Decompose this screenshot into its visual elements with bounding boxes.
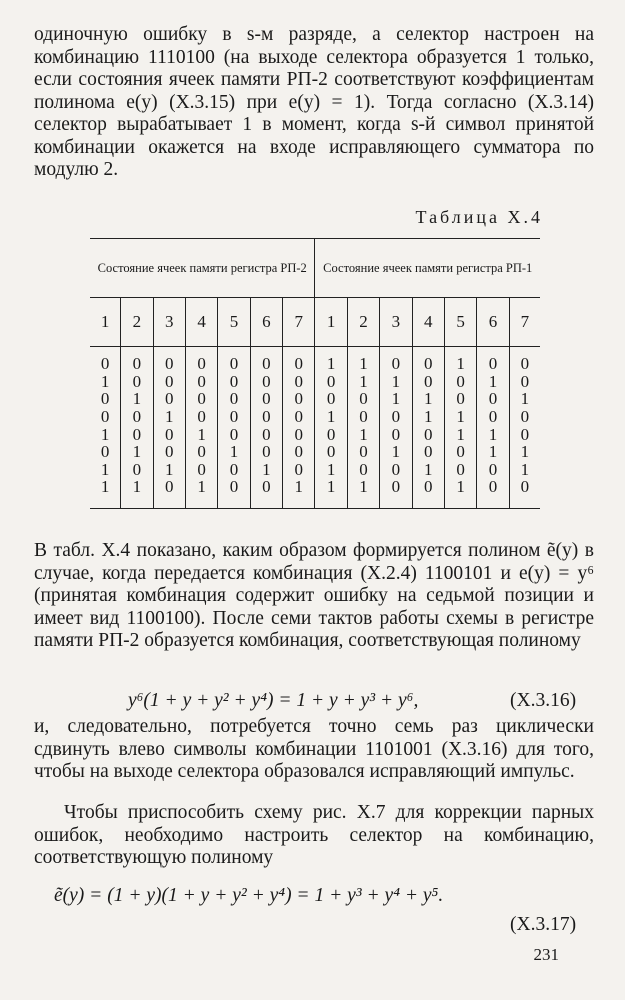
table-row — [90, 478, 540, 508]
table-cell: 1 — [412, 408, 444, 426]
table-cell: 0 — [121, 347, 153, 373]
col-rp1-1: 1 — [315, 298, 347, 347]
table-cell: 0 — [444, 373, 476, 391]
table-cell: 0 — [218, 408, 250, 426]
table-cell: 1 — [315, 461, 347, 479]
table-cell: 0 — [185, 408, 217, 426]
table-cell: 1 — [121, 443, 153, 461]
table-cell: 0 — [218, 390, 250, 408]
table-row — [90, 461, 540, 479]
table-cell: 0 — [444, 443, 476, 461]
table-cell: 0 — [153, 390, 185, 408]
table-cell: 0 — [185, 347, 217, 373]
table-cell: 0 — [509, 347, 540, 373]
table-cell: 0 — [412, 347, 444, 373]
table-cell: 0 — [380, 461, 412, 479]
table-cell: 0 — [315, 373, 347, 391]
table-cell: 0 — [250, 390, 282, 408]
table-cell: 0 — [153, 478, 185, 508]
table-cell: 1 — [444, 347, 476, 373]
table-cell: 1 — [412, 461, 444, 479]
col-rp2-7: 7 — [283, 298, 315, 347]
table-cell: 1 — [315, 478, 347, 508]
table-cell: 1 — [153, 408, 185, 426]
col-rp1-3: 3 — [380, 298, 412, 347]
table-cell: 1 — [444, 425, 476, 443]
col-rp1-4: 4 — [412, 298, 444, 347]
table-cell: 1 — [347, 373, 379, 391]
table-cell: 1 — [444, 478, 476, 508]
col-rp1-2: 2 — [347, 298, 379, 347]
table-cell: 0 — [153, 443, 185, 461]
table-cell: 0 — [218, 373, 250, 391]
page-number: 231 — [533, 945, 559, 964]
table-cell: 0 — [315, 425, 347, 443]
table-cell: 0 — [153, 347, 185, 373]
table-cell: 0 — [153, 425, 185, 443]
table-cell: 0 — [100, 354, 110, 374]
table-cell: 1 — [153, 461, 185, 479]
table-cell: 0 — [477, 408, 509, 426]
table-header-rp2: Состояние ячеек памяти регистра РП-2 — [90, 239, 315, 298]
table-cell: 0 — [315, 443, 347, 461]
table-cell: 0 — [509, 478, 540, 508]
table-cell: 0 — [250, 478, 282, 508]
table-cell: 1 — [100, 459, 110, 479]
table-cell: 1 — [185, 478, 217, 508]
table-cell: 1 — [477, 425, 509, 443]
table-cell: 0 — [283, 408, 315, 426]
table-cell: 1 — [218, 443, 250, 461]
equation-number-x-3-16: (X.3.16) — [510, 690, 577, 711]
table-cell: 0 — [185, 461, 217, 479]
col-rp2-4: 4 — [185, 298, 217, 347]
table-cell: 0 — [347, 443, 379, 461]
table-cell: 1 — [185, 425, 217, 443]
table-cell: 0 — [121, 408, 153, 426]
table-cell: 0 — [100, 407, 110, 427]
col-rp2-3: 3 — [153, 298, 185, 347]
table-cell: 0 — [218, 425, 250, 443]
table-cell: 0 — [444, 461, 476, 479]
table-row — [90, 390, 540, 408]
table-cell: 0 — [509, 408, 540, 426]
table-cell: 0 — [347, 408, 379, 426]
table-row — [90, 443, 540, 461]
table-cell: 0 — [100, 442, 110, 462]
table-cell: 0 — [380, 347, 412, 373]
table-cell: 0 — [250, 425, 282, 443]
table-cell: 0 — [283, 373, 315, 391]
table-cell: 1 — [315, 408, 347, 426]
paragraph-1: одиночную ошибку в s-м разряде, а селектор настроен на комбинацию 1110100 (на выходе селектора образуется 1 только, если состояния ячеек памяти РП-2 соответствуют коэффициентам полинома e(y) (X.3.15) при e(y) = 1). Тогда согласно (X.3.14) селектор вырабатывает 1 в момент, когда s-й символ принятой комбинации окажется на входе исправляющего сумматора по модулю 2. — [34, 24, 594, 180]
table-cell: 0 — [121, 425, 153, 443]
table-row — [90, 425, 540, 443]
table-cell: 0 — [185, 373, 217, 391]
col-rp2-1: 1 — [90, 298, 121, 347]
table-cell: 0 — [380, 408, 412, 426]
table-cell: 0 — [250, 408, 282, 426]
table-cell: 0 — [153, 373, 185, 391]
table-cell: 0 — [218, 461, 250, 479]
table-cell: 0 — [477, 390, 509, 408]
table-cell: 1 — [477, 373, 509, 391]
table-cell: 0 — [283, 347, 315, 373]
table-cell: 0 — [283, 390, 315, 408]
table-cell: 0 — [250, 443, 282, 461]
column-number-row — [90, 298, 540, 347]
table-cell: 1 — [121, 390, 153, 408]
table-header-rp1: Состояние ячеек памяти регистра РП-1 — [315, 239, 540, 298]
table-cell: 0 — [412, 425, 444, 443]
table-cell: 1 — [509, 461, 540, 479]
table-cell: 1 — [100, 424, 110, 444]
col-rp2-6: 6 — [250, 298, 282, 347]
equation-number-x-3-17: (X.3.17) — [510, 914, 577, 935]
table-cell: 0 — [121, 373, 153, 391]
col-rp2-5: 5 — [218, 298, 250, 347]
table-cell: 0 — [412, 443, 444, 461]
table-cell: 1 — [509, 443, 540, 461]
table-cell: 1 — [347, 478, 379, 508]
paragraph-2: В табл. X.4 показано, каким образом формируется полином ẽ(y) в случае, когда передается комбинация (X.2.4) 1100101 и e(y) = y⁶ (принятая комбинация содержит ошибку на седьмой позиции и имеет вид 1100100). После семи тактов работы схемы в регистре памяти РП-2 образуется комбинация, соответствующая полиному — [34, 540, 594, 651]
table-cell: 0 — [315, 390, 347, 408]
col-rp2-2: 2 — [121, 298, 153, 347]
table-cell: 1 — [509, 390, 540, 408]
col-rp1-5: 5 — [444, 298, 476, 347]
table-cell: 0 — [380, 425, 412, 443]
table-cell: 1 — [250, 461, 282, 479]
table-row — [90, 347, 540, 373]
equation-x-3-17: ẽ(y) = (1 + y)(1 + y + y² + y⁴) = 1 + y³ + y⁴ + y⁵. — [54, 885, 444, 906]
table-row — [90, 373, 540, 391]
table-cell: 0 — [412, 478, 444, 508]
table-cell: 1 — [315, 347, 347, 373]
table-caption: Таблица X.4 — [415, 207, 543, 227]
table-cell: 0 — [100, 389, 110, 409]
table-cell: 0 — [477, 478, 509, 508]
table-body — [90, 347, 540, 509]
table-cell: 0 — [380, 478, 412, 508]
table-cell: 0 — [283, 425, 315, 443]
table-cell: 0 — [121, 461, 153, 479]
table-cell: 0 — [477, 461, 509, 479]
table-cell: 1 — [412, 390, 444, 408]
paragraph-3: и, следовательно, потребуется точно семь раз циклически сдвинуть влево символы комбинации 1101001 (X.3.16) для того, чтобы на выходе селектора образовался исправляющий импульс. — [34, 716, 594, 782]
table-cell: 0 — [412, 373, 444, 391]
table-cell: 0 — [218, 347, 250, 373]
table-cell: 0 — [347, 390, 379, 408]
table-cell: 0 — [185, 390, 217, 408]
table-cell: 0 — [218, 478, 250, 508]
table-cell: 1 — [477, 443, 509, 461]
table-cell: 1 — [380, 373, 412, 391]
table-cell: 1 — [380, 443, 412, 461]
table-cell: 0 — [509, 373, 540, 391]
table-cell: 1 — [347, 425, 379, 443]
table-cell: 0 — [444, 390, 476, 408]
col-rp1-6: 6 — [477, 298, 509, 347]
table-cell: 1 — [90, 478, 121, 508]
paragraph-4: Чтобы приспособить схему рис. X.7 для коррекции парных ошибок, необходимо настроить селектор на комбинацию, соответствующую полиному — [34, 802, 594, 868]
table-cell: 0 — [283, 443, 315, 461]
table-cell: 1 — [347, 347, 379, 373]
table-cell: 0 — [509, 425, 540, 443]
table-cell: 1 — [100, 371, 110, 391]
table-cell: 0 — [250, 373, 282, 391]
table-cell: 0 — [250, 347, 282, 373]
register-state-table — [90, 238, 540, 509]
table-cell: 1 — [380, 390, 412, 408]
table-cell: 0 — [185, 443, 217, 461]
table-row — [90, 408, 540, 426]
table-cell: 0 — [347, 461, 379, 479]
table-cell: 1 — [444, 408, 476, 426]
table-cell: 1 — [121, 478, 153, 508]
table-cell: 0 — [477, 347, 509, 373]
equation-x-3-16: y⁶(1 + y + y² + y⁴) = 1 + y + y³ + y⁶, — [128, 690, 419, 711]
table-cell: 0 — [283, 461, 315, 479]
table-cell: 1 — [283, 478, 315, 508]
col-rp1-7: 7 — [509, 298, 540, 347]
